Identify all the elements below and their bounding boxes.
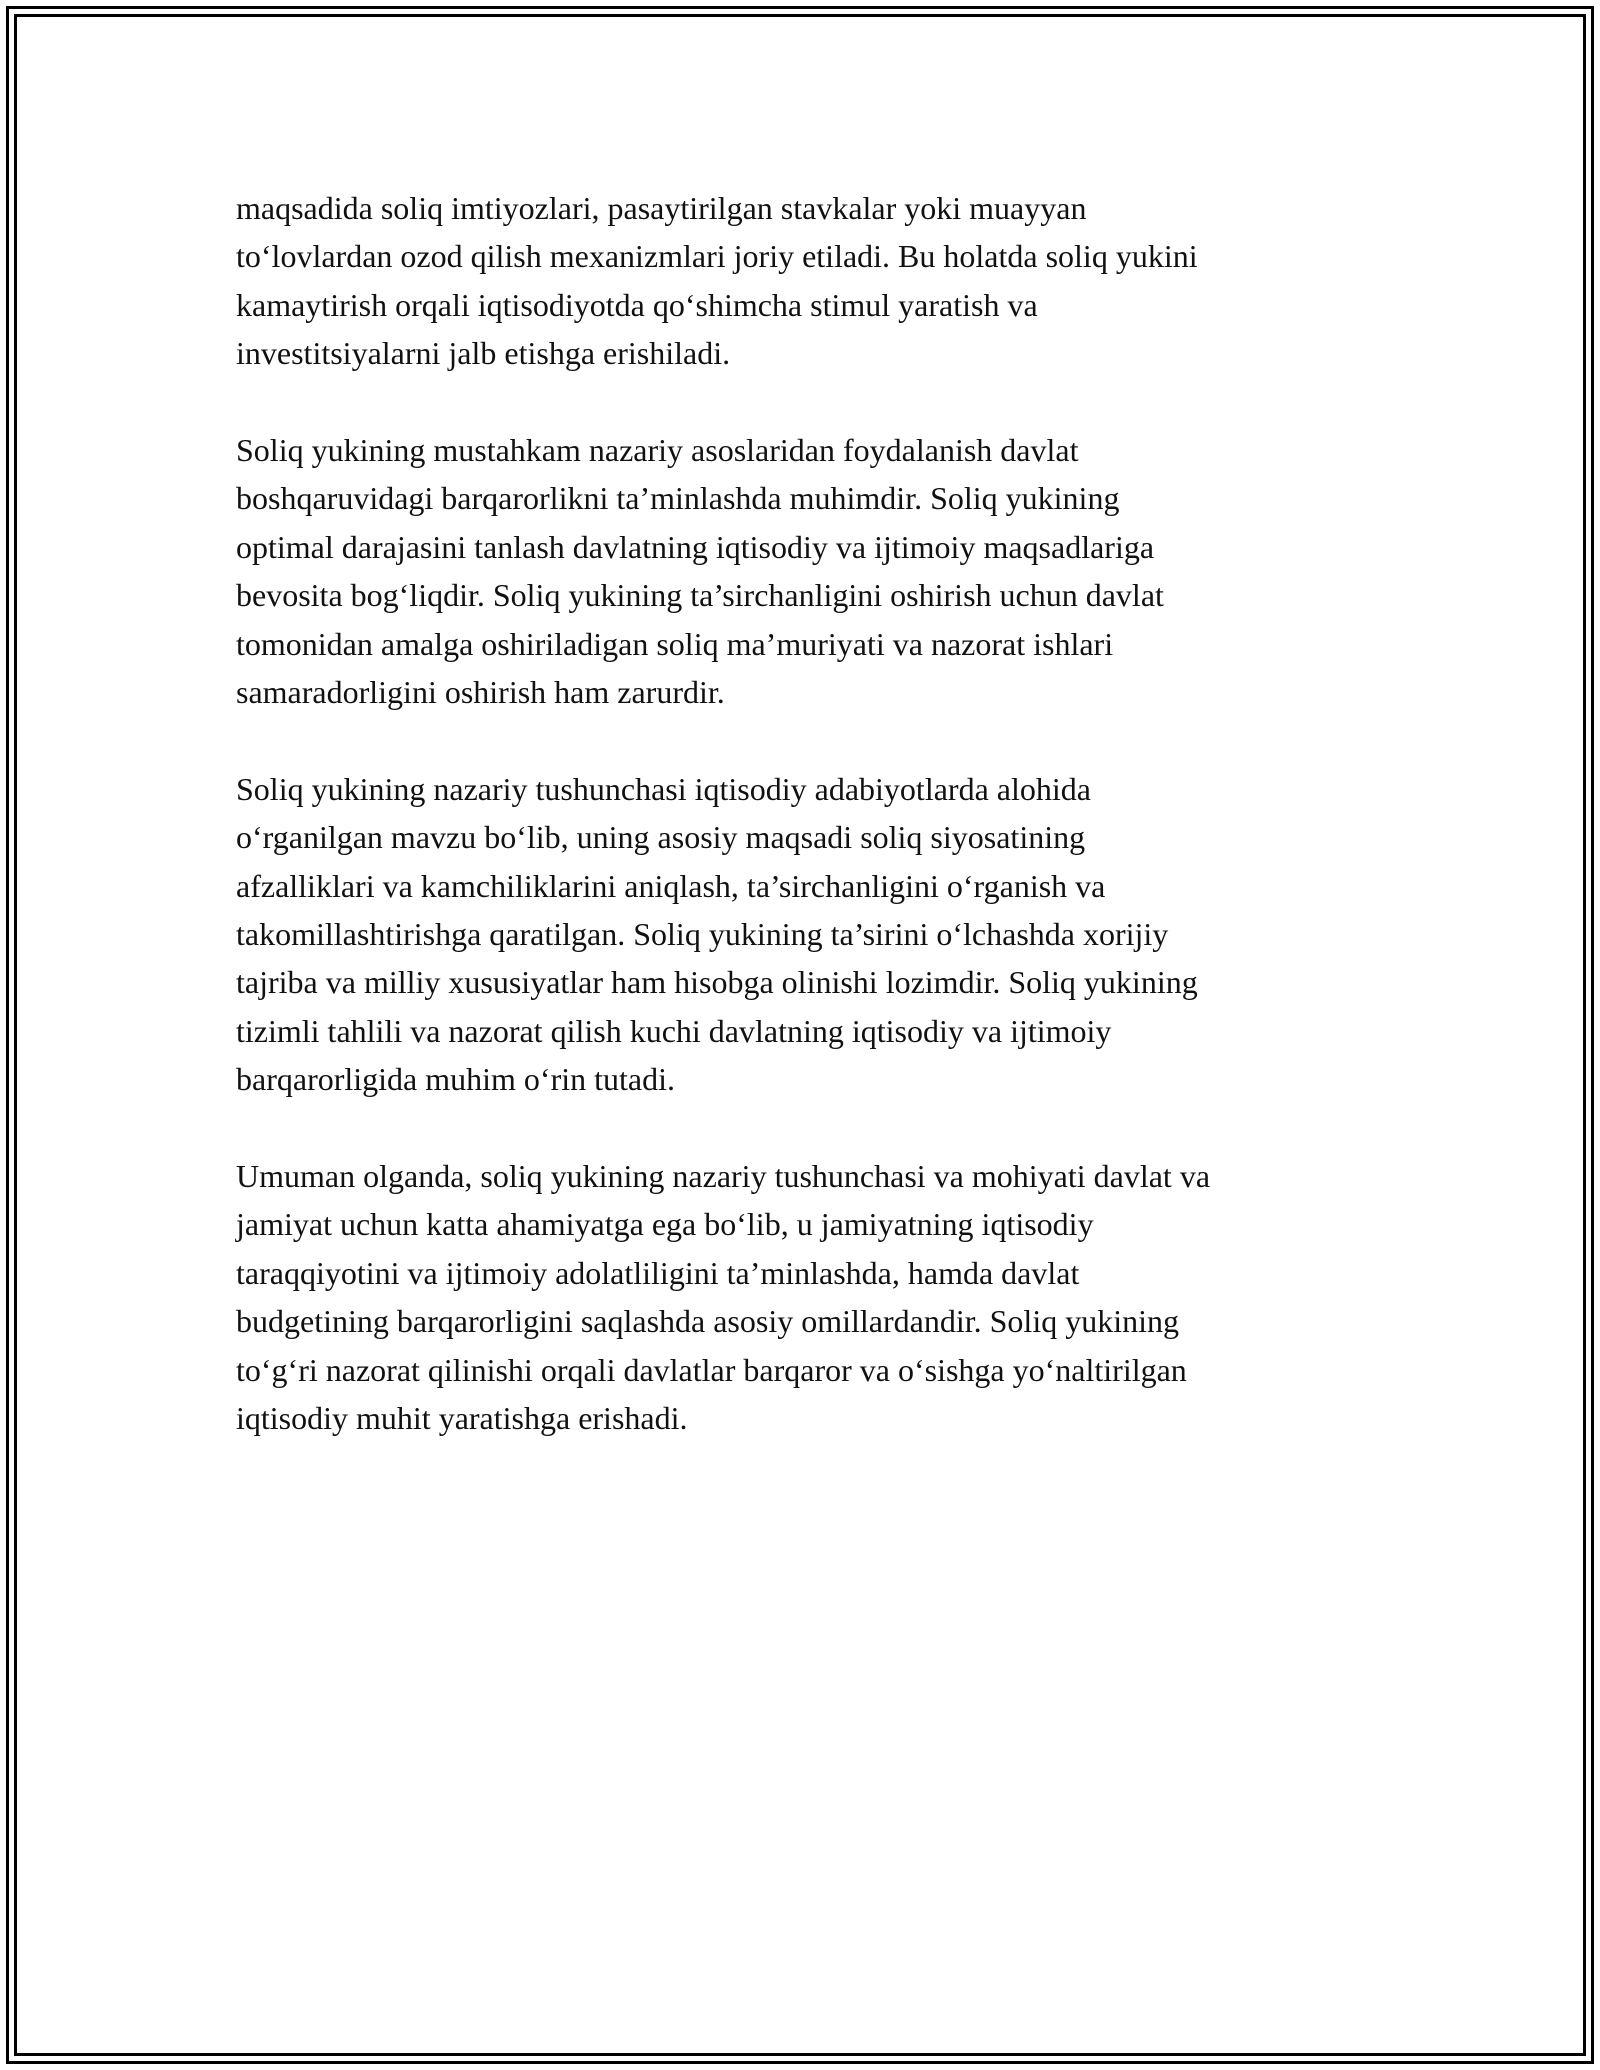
text-line: tomonidan amalga oshiriladigan soliq ma’muriyati va nazorat ishlari bbox=[236, 625, 1114, 662]
text-line: to‘lovlardan ozod qilish mexanizmlari joriy etiladi. Bu holatda soliq yukini bbox=[236, 238, 1198, 275]
text-line: Soliq yukining mustahkam nazariy asoslaridan foydalanish davlat bbox=[236, 432, 1079, 469]
text-line: taraqqiyotini va ijtimoiy adolatliligini ta’minlashda, hamda davlat bbox=[236, 1254, 1080, 1291]
text-line: jamiyat uchun katta ahamiyatga ega bo‘lib, u jamiyatning iqtisodiy bbox=[236, 1206, 1094, 1243]
text-line: boshqaruvidagi barqarorlikni ta’minlashda muhimdir. Soliq yukining bbox=[236, 480, 1120, 517]
text-line: optimal darajasini tanlash davlatning iqtisodiy va ijtimoiy maqsadlariga bbox=[236, 528, 1155, 565]
text-line: investitsiyalarni jalb etishga erishiladi. bbox=[236, 335, 731, 372]
paragraph-1 bbox=[236, 184, 1366, 378]
text-line: Umuman olganda, soliq yukining nazariy tushunchasi va mohiyati davlat va bbox=[236, 1158, 1211, 1195]
paragraph-4 bbox=[236, 1152, 1366, 1442]
text-line: afzalliklari va kamchiliklarini aniqlash, ta’sirchanligini o‘rganish va bbox=[236, 867, 1106, 904]
text-line: kamaytirish orqali iqtisodiyotda qo‘shimcha stimul yaratish va bbox=[236, 286, 1038, 323]
text-line: to‘g‘ri nazorat qilinishi orqali davlatlar barqaror va o‘sishga yo‘naltirilgan bbox=[236, 1351, 1187, 1388]
text-line: maqsadida soliq imtiyozlari, pasaytirilgan stavkalar yoki muayyan bbox=[236, 190, 1087, 226]
text-line: samaradorligini oshirish ham zarurdir. bbox=[236, 674, 725, 711]
text-line: tizimli tahlili va nazorat qilish kuchi davlatning iqtisodiy va ijtimoiy bbox=[236, 1012, 1112, 1049]
text-line: takomillashtirishga qaratilgan. Soliq yukining ta’sirini o‘lchashda xorijiy bbox=[236, 916, 1169, 953]
text-line: iqtisodiy muhit yaratishga erishadi. bbox=[236, 1400, 688, 1437]
document-body bbox=[236, 184, 1366, 1491]
text-line: tajriba va milliy xususiyatlar ham hisobga olinishi lozimdir. Soliq yukining bbox=[236, 964, 1198, 1001]
paragraph-3 bbox=[236, 765, 1366, 1104]
text-line: bevosita bog‘liqdir. Soliq yukining ta’sirchanligini oshirish uchun davlat bbox=[236, 577, 1164, 614]
text-line: barqarorligida muhim o‘rin tutadi. bbox=[236, 1061, 675, 1098]
paragraph-2 bbox=[236, 426, 1366, 716]
text-line: Soliq yukining nazariy tushunchasi iqtisodiy adabiyotlarda alohida bbox=[236, 770, 1091, 807]
text-line: budgetining barqarorligini saqlashda asosiy omillardandir. Soliq yukining bbox=[236, 1303, 1179, 1340]
text-line: o‘rganilgan mavzu bo‘lib, uning asosiy maqsadi soliq siyosatining bbox=[236, 819, 1086, 856]
